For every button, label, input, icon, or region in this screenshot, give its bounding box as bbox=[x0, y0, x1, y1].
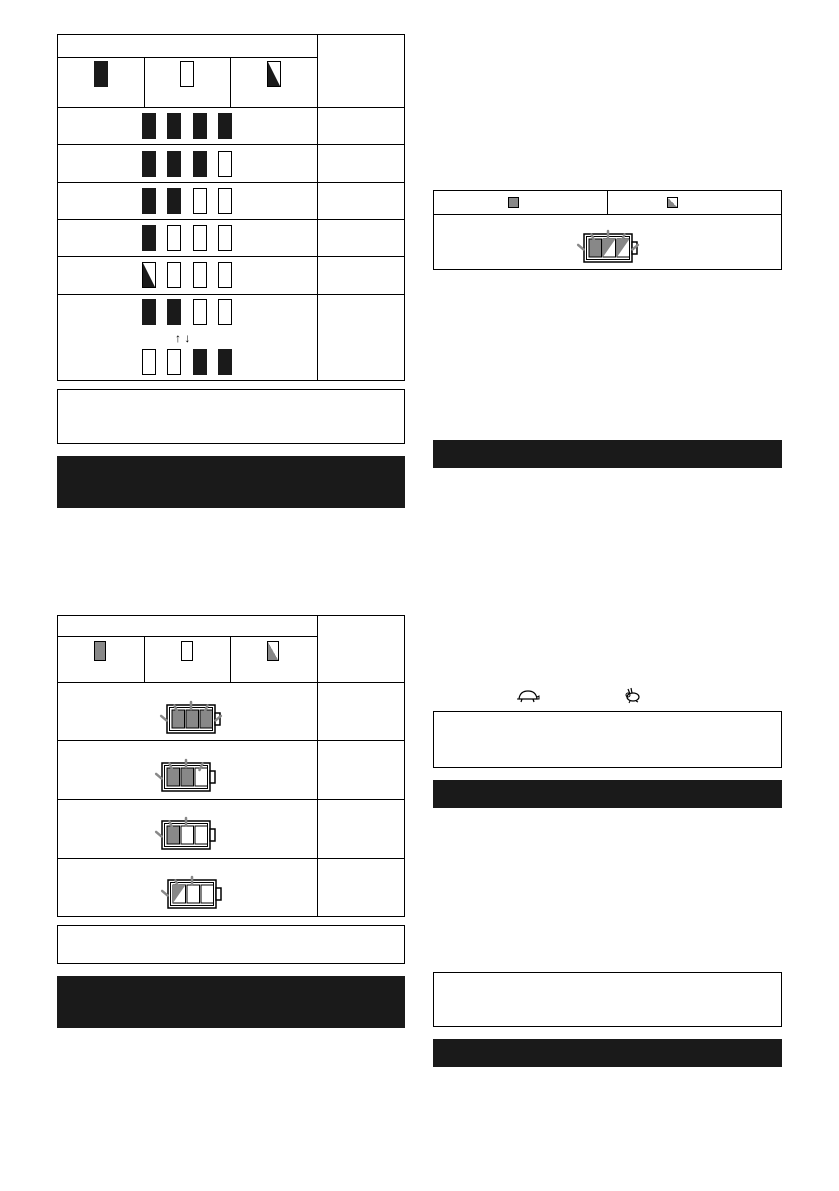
battery-cell bbox=[201, 885, 214, 903]
section-header-bar-2 bbox=[57, 976, 405, 1028]
battery-cell bbox=[195, 826, 208, 844]
battery-cell bbox=[195, 768, 208, 786]
alternating-arrows: ↑ ↓ bbox=[175, 331, 191, 345]
gray-square-icon bbox=[508, 197, 519, 208]
battery-cell bbox=[181, 768, 194, 786]
blink-ray bbox=[161, 716, 166, 720]
battery-cell bbox=[187, 885, 200, 903]
battery-cell bbox=[181, 826, 194, 844]
blink-ray bbox=[156, 774, 161, 778]
note-box-3 bbox=[433, 711, 782, 768]
rabbit-icon bbox=[622, 687, 642, 703]
battery-cell bbox=[200, 710, 213, 728]
blink-ray bbox=[156, 832, 161, 836]
section-header-bar-3 bbox=[433, 440, 782, 468]
blink-ray bbox=[162, 891, 167, 895]
section-header-bar-5 bbox=[433, 1039, 782, 1067]
note-box-2 bbox=[57, 925, 405, 964]
battery-cell bbox=[186, 710, 199, 728]
note-box-4 bbox=[433, 972, 782, 1027]
gray-half-square-icon bbox=[667, 197, 678, 208]
section-header-bar-4 bbox=[433, 780, 782, 808]
turtle-icon bbox=[516, 689, 540, 703]
